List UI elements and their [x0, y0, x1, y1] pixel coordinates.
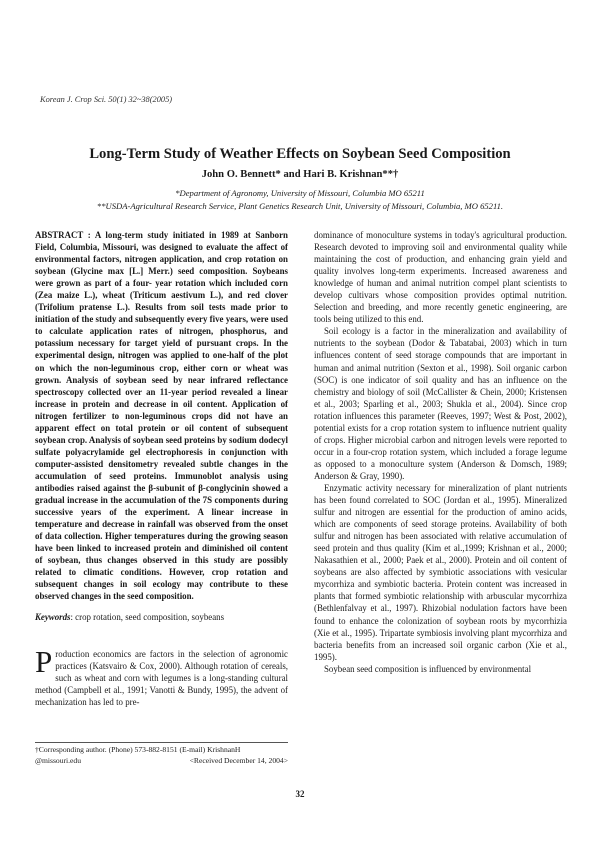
keywords — [35, 611, 288, 623]
keywords-label: Keywords — [35, 612, 71, 623]
keywords-text: : crop rotation, seed composition, soybeans — [70, 612, 225, 623]
page-number: 32 — [295, 789, 305, 799]
abstract-text: A long-term study initiated in 1989 at Sanborn Field, Columbia, Missouri, was designed to evaluate the affect of environmental factors, nitrogen application, and crop rotation on soybean (Glycine max [L.] Merr.) seed composition. Soybeans were grown as part of a four- year rotation which included corn (Zea maize L.), wheat (Triticum aestivum L.), and red clover (Trifolium pratense L.). Results from soil tests made prior to initiation of the study and subsequently every five years, were used to calculate application rates of nitrogen, phosphorus, and potassium necessary for target yield of pursuant crops. In the experimental design, nitrogen was applied to one-half of the plot on which the non-leguminous crop, either corn or wheat was grown. Analysis of soybean seed by near infrared reflectance spectroscopy collected over an 11-year period revealed a linear increase in protein and decrease in oil content. Application of nitrogen fertilizer to non-leguminous crops did not have an apparent effect on total protein or oil content of subsequent soybean crop. Analysis of soybean seed proteins by sodium dodecyl sulfate polyacrylamide gel electrophoresis in conjunction with computer-assisted densitometry revealed subtle changes in the accumulation of seed proteins. Immunoblot analysis using antibodies raised against the β-subunit of β-conglycinin showed a gradual increase in the accumulation of the 7S components during successive years of the experiment. A linear increase in temperature and decrease in rainfall was observed from the onset of data collection. Higher temperatures during the growing season have been linked to increased protein and diminished oil content of soybean, thus changes observed in this study are possibly related to climatic conditions. However, crop rotation and subsequent changes in soil ecology may contribute to these observed changes in the seed composition. — [35, 230, 288, 602]
body-paragraph-4: Soybean seed composition is influenced by environmental — [324, 663, 532, 674]
body-paragraph-2: Soil ecology is a factor in the mineralization and availability of nutrients to the soybean (Dodor & Tabatabai, 2003) which in turn influences content of seed storage compounds that are important in human and animal nutrition (Sexton et al., 1998). Soil organic carbon (SOC) is one indicator of soil quality and has an influence on the chemistry and biology of soil (McCallister & Chein, 2000; Kristensen et al., 2003; Sparling et al., 2003; Shukla et al., 2004). Since crop rotation influences this parameter (Reeves, 1997; West & Post, 2002), potential exists for a crop rotation system to influence nutrient quality of crops. Higher microbial carbon and nitrogen levels were reported to occur in a four-crop rotation system, which included a forage legume as opposed to a monoculture system (Anderson & Domsch, 1989; Anderson & Gray, 1990). — [314, 326, 567, 481]
affiliation-1: *Department of Agronomy, University of Missouri, Columbia MO 65211 — [175, 188, 425, 198]
right-column — [314, 229, 567, 675]
abstract — [35, 229, 288, 602]
received-date: <Received December 14, 2004> — [189, 755, 288, 765]
body-paragraph-1: dominance of monoculture systems in today's agricultural production. Research devoted to improving soil and environmental quality while maintaining the cost of production, and enhancing grain yield and quality involves long-term experiments. Increased awareness and knowledge of human and animal nutrition compel plant scientists to develop cultivars whose composition provides optimal nutrition. Selection and breeding, and more recently genetic engineering, are tools being utilized to this end. — [314, 230, 567, 325]
footnote-email-domain: @missouri.edu — [35, 755, 82, 765]
article-authors: John O. Bennett* and Hari B. Krishnan**† — [201, 169, 399, 180]
abstract-label: ABSTRACT : — [35, 230, 91, 240]
footnote-divider — [35, 742, 288, 743]
affiliation-2: **USDA-Agricultural Research Service, Plant Genetics Research Unit, University of Missouri, Columbia, MO 65211. — [96, 201, 504, 211]
introduction-paragraph — [35, 643, 288, 708]
footnote — [35, 745, 288, 766]
left-column — [35, 229, 288, 708]
journal-reference: Korean J. Crop Sci. 50(1) 32~38(2005) — [40, 95, 173, 104]
introduction-text: roduction economics are factors in the selection of agronomic practices (Katsvairo & Cox, 2000). Although rotation of cereals, such as wheat and corn with legumes is a long-standing cultural method (Campbell et al., 1991; Vanotti & Bundy, 1995), the advent of mechanization has led to pre- — [35, 648, 288, 707]
footnote-line-2 — [35, 756, 288, 767]
body-paragraph-3: Enzymatic activity necessary for mineralization of plant nutrients has been found correlated to SOC (Jordan et al., 1995). Mineralized sulfur and nitrogen are essential for the production of amino acids, which are components of seed storage proteins. Availability of both sulfur and nitrogen has been associated with relative accumulation of seed protein and thus quality (Kim et al.,1999; Krishnan et al., 2000; Nakasathien et al., 2000; Paek et al., 2000). Protein and oil content of soybeans are also affected by symbiotic associations with vesicular mycorrhiza and symbiotic bacteria. Protein content was increased in plants that formed symbiotic relationship with arbuscular mycorrhiza (Bethlenfalvay et al., 1997). Rhizobial nodulation factors have been found to enhance the colonization of soybean roots by mycorrhizia (Xie et al., 1995). Tripartate symbiosis involving plant mycorrhiza and bacteria benefits from an increased soil organic carbon (Xie et al., 1995). — [314, 482, 567, 662]
article-title: Long-Term Study of Weather Effects on Soybean Seed Composition — [89, 146, 511, 162]
footnote-line-1: †Corresponding author. (Phone) 573-882-8151 (E-mail) KrishnanH — [35, 745, 241, 754]
drop-cap: P — [35, 643, 53, 679]
